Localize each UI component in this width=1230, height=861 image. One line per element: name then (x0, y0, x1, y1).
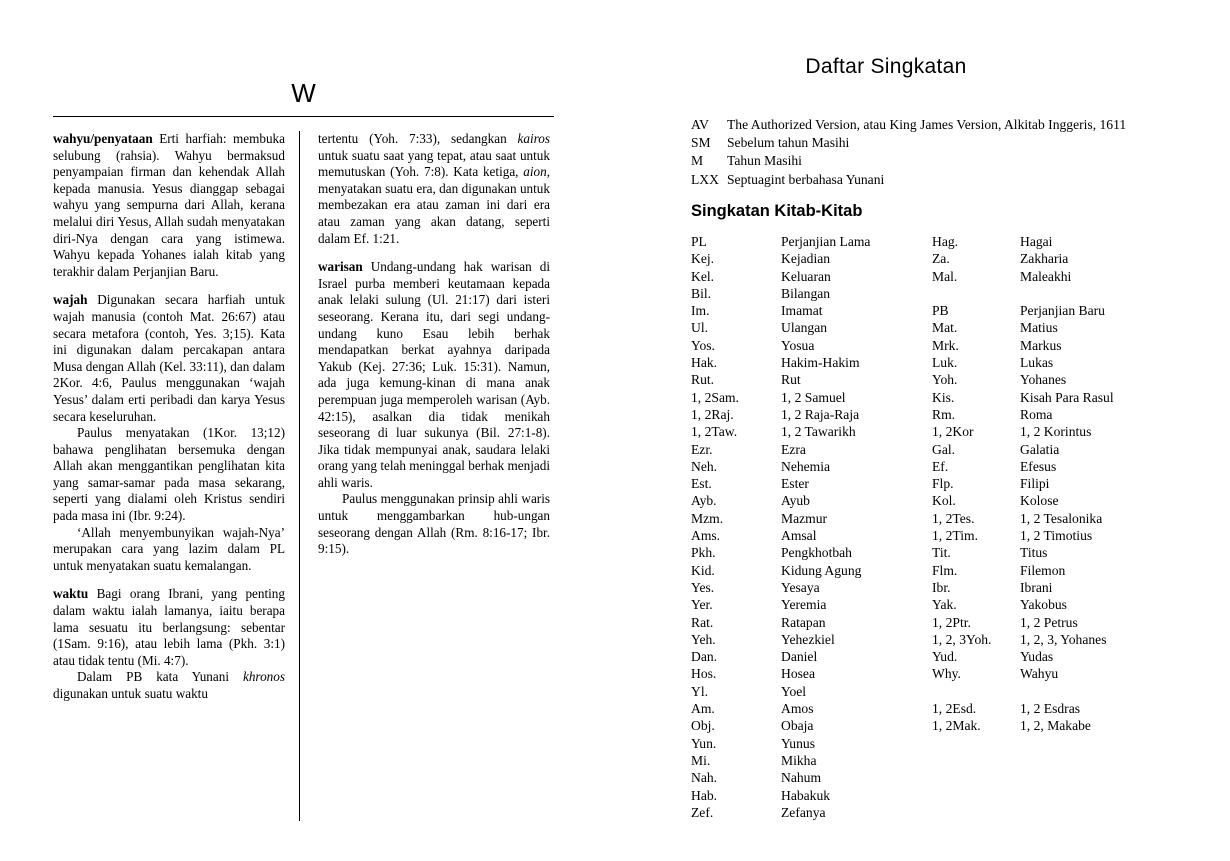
book-name: 1, 2, 3, Yohanes (1020, 631, 1107, 647)
book-name: Hagai (1020, 234, 1053, 249)
book-name: Imamat (781, 303, 823, 319)
abbreviation-row (691, 152, 1211, 170)
books-column-abbr-right (932, 233, 1020, 735)
book-abbr: Yl. (691, 683, 708, 699)
book-name: 1, 2 Petrus (1020, 614, 1078, 630)
book-name: Yudas (1020, 649, 1054, 665)
book-name: Yesaya (781, 579, 820, 595)
abbreviation-row (691, 134, 1211, 152)
column-divider (299, 131, 300, 821)
entry-text: Undang-undang hak warisan di Israel purba memberi keutamaan kepada anak lelaki sulung (Ul. 21:17) dari isteri seseorang. Kerana itu, dari segi undang-undang kuno Esau lebih berhak mendapatkan berkat ayahnya daripada Yakub (Kej. 27:36; Luk. 15:31). Namun, ada juga kemung-kinan di mana anak perempuan juga memperoleh warisan (Ayb. 42:15), asalkan dia tidak menikah seseorang di luar sukunya (Bil. 27:1-8). Jika tidak mempunyai anak, saudara lelaki orang yang telah meninggal berhak menjadi ahli waris. (318, 259, 551, 490)
book-name: Filemon (1020, 562, 1066, 578)
book-name: Markus (1020, 337, 1062, 353)
book-abbr: Am. (691, 701, 715, 717)
book-name: Titus (1020, 545, 1048, 561)
book-abbr: Rut. (691, 372, 715, 388)
book-abbr: Bil. (691, 285, 712, 301)
book-name: Habakuk (781, 787, 831, 803)
abbreviation-code: SM (691, 135, 711, 151)
book-name: Yoel (781, 683, 807, 699)
glossary-entry (318, 259, 550, 558)
book-name: 1, 2 Raja-Raja (781, 406, 860, 422)
entry-body (53, 292, 285, 425)
book-name: Yakobus (1020, 597, 1067, 613)
book-name: Maleakhi (1020, 268, 1072, 284)
book-name: 1, 2 Samuel (781, 389, 846, 405)
glossary-entry-continuation (318, 131, 550, 247)
abbreviation-code: M (691, 153, 704, 169)
abbreviation-description: Sebelum tahun Masihi (727, 135, 850, 151)
book-abbr: Mzm. (691, 510, 724, 526)
entry-body (53, 586, 285, 669)
book-name: Hosea (781, 666, 815, 682)
abbreviation-list (691, 116, 1211, 189)
book-name: Perjanjian Baru (1020, 303, 1105, 319)
book-abbr: Im. (691, 303, 710, 319)
glossary-columns (53, 131, 554, 821)
book-abbr: Flm. (932, 562, 958, 578)
book-abbr: Neh. (691, 458, 718, 474)
book-name: Ezra (781, 441, 806, 457)
glossary-column-right (318, 131, 550, 570)
book-abbr: Rm. (932, 406, 956, 422)
entry-body (53, 131, 285, 280)
books-column-name-right (1020, 233, 1220, 735)
entry-keyword: warisan (318, 259, 363, 275)
book-abbr: Ibr. (932, 579, 951, 595)
right-page (600, 0, 1230, 861)
book-name: Ayub (781, 493, 810, 509)
book-abbr: Kis. (932, 389, 955, 405)
book-abbr: 1, 2Kor (932, 424, 974, 440)
book-name: Yeremia (781, 597, 827, 613)
book-abbr: 1, 2Sam. (691, 389, 739, 405)
book-abbr: Nah. (691, 770, 718, 786)
abbreviation-code: LXX (691, 171, 719, 187)
book-abbr: Mrk. (932, 337, 959, 353)
entry-paragraph: Paulus menggunakan prinsip ahli waris untuk menggambarkan hub-ungan seseorang dengan Allah (Rm. 8:16-17; Ibr. 9:15). (318, 491, 550, 557)
book-abbr: Obj. (691, 718, 715, 734)
book-name: Kisah Para Rasul (1020, 389, 1114, 405)
glossary-column-left (53, 131, 285, 715)
entry-paragraph: ‘Allah menyembunyikan wajah-Nya’ merupakan cara yang lazim dalam PL untuk menyatakan suatu kemalangan. (53, 524, 285, 573)
book-abbr: Yer. (691, 597, 713, 613)
entry-text: tertentu (Yoh. 7:33), sedangkan kairos untuk suatu saat yang tepat, atau saat untuk memutuskan (Yoh. 7:8). Kata ketiga, aion, menyatakan suatu era, dan digunakan untuk membezakan era atau zaman ini dari era atau zaman yang akan datang, seperti dalam Ef. 1:21. (318, 131, 550, 246)
book-abbr: Hag. (932, 234, 959, 249)
book-abbr: Ef. (932, 458, 949, 474)
book-abbr: PL (691, 234, 707, 249)
entry-keyword: wajah (53, 292, 88, 308)
book-name: 1, 2 Timotius (1020, 528, 1093, 544)
book-name: Keluaran (781, 268, 831, 284)
book-name: Amos (781, 701, 814, 717)
entry-paragraph: Dalam PB kata Yunani khronos digunakan untuk suatu waktu (53, 669, 285, 701)
book-abbr: Yoh. (932, 372, 958, 388)
book-abbr: Kid. (691, 562, 715, 578)
book-name: Ulangan (781, 320, 828, 336)
book-abbr: Ayb. (691, 493, 717, 509)
book-name: Zefanya (781, 804, 826, 820)
book-abbr: Tit. (932, 545, 951, 561)
header-divider (53, 116, 554, 117)
book-name: Ibrani (1020, 579, 1053, 595)
book-name: 1, 2 Esdras (1020, 701, 1081, 717)
book-abbr: Luk. (932, 355, 958, 371)
abbreviation-description: The Authorized Version, atau King James Version, Alkitab Inggeris, 1611 (727, 117, 1127, 132)
book-abbr: Mi. (691, 752, 711, 768)
book-name: Filipi (1020, 476, 1050, 492)
book-abbr: Hos. (691, 666, 717, 682)
book-name: Yohanes (1020, 372, 1067, 388)
book-name: Roma (1020, 406, 1053, 422)
book-name: Galatia (1020, 441, 1060, 457)
book-name: Daniel (781, 649, 818, 665)
abbreviation-row (691, 171, 1211, 189)
books-column-name-left (781, 233, 941, 821)
book-name: Ester (781, 476, 809, 492)
page-letter-heading: W (291, 78, 316, 108)
book-abbr: Yes. (691, 579, 715, 595)
book-name: Kolose (1020, 493, 1059, 509)
book-name: Nehemia (781, 458, 831, 474)
book-name: Matius (1020, 320, 1058, 336)
book-name: Nahum (781, 770, 822, 786)
book-name: Rut (781, 372, 801, 388)
books-column-abbr-left (691, 233, 781, 821)
book-name: Kejadian (781, 251, 831, 267)
book-abbr: Yud. (932, 649, 958, 665)
book-abbr: Yeh. (691, 631, 716, 647)
book-abbr: Yos. (691, 337, 715, 353)
book-abbr: 1, 2Taw. (691, 424, 738, 440)
book-name: 1, 2 Tawarikh (781, 424, 856, 440)
entry-body (318, 259, 550, 491)
book-abbr: Mal. (932, 268, 958, 284)
glossary-entry (53, 131, 285, 280)
book-name: Pengkhotbah (781, 545, 852, 561)
book-abbr: Za. (932, 251, 950, 267)
glossary-entry (53, 292, 285, 574)
book-name: Mikha (781, 752, 817, 768)
book-name: 1, 2 Tesalonika (1020, 510, 1103, 526)
book-abbr: Zef. (691, 804, 714, 820)
entry-keyword: waktu (53, 586, 89, 602)
book-abbr: Est. (691, 476, 712, 492)
book-name: Hakim-Hakim (781, 355, 860, 371)
book-abbr: Yak. (932, 597, 957, 613)
book-name: Kidung Agung (781, 562, 862, 578)
abbreviation-code: AV (691, 117, 709, 132)
books-section-heading: Singkatan Kitab-Kitab (691, 202, 863, 220)
book-abbr: Rat. (691, 614, 714, 630)
entry-text: Digunakan secara harfiah untuk wajah manusia (contoh Mat. 26:67) atau secara metafora (contoh, Yes. 3;15). Kata ini digunakan dalam percakapan antara Musa dengan Allah (Kel. 33:11), dan dalam 2Kor. 4:6, Paulus menggunakan ‘wajah Yesus’ dalam erti peribadi dan karya Yesus secara keseluruhan. (53, 292, 285, 424)
book-name: Bilangan (781, 285, 831, 301)
book-abbr: 1, 2Tes. (932, 510, 975, 526)
entry-paragraph: Paulus menyatakan (1Kor. 13;12) bahawa penglihatan bersemuka dengan Allah akan menggantikan penglihatan kita yang samar-samar pada masa sekarang, seperti yang dialami oleh Kristus sendiri pada masa ini (Ibr. 9:24). (53, 425, 285, 524)
book-abbr: Kel. (691, 268, 715, 284)
abbreviation-description: Tahun Masihi (727, 153, 802, 169)
book-abbr: Ezr. (691, 441, 713, 457)
book-name: Lukas (1020, 355, 1054, 371)
page-title: Daftar Singkatan (805, 55, 967, 78)
left-page (0, 0, 600, 861)
book-name: 1, 2, Makabe (1020, 718, 1091, 734)
book-name: 1, 2 Korintus (1020, 424, 1092, 440)
book-abbr: Kej. (691, 251, 715, 267)
book-name: Zakharia (1020, 251, 1069, 267)
book-abbr: 1, 2Tim. (932, 528, 978, 544)
book-abbr: 1, 2, 3Yoh. (932, 631, 992, 647)
book-abbr: Pkh. (691, 545, 716, 561)
book-name: Yunus (781, 735, 815, 751)
book-abbr: Flp. (932, 476, 954, 492)
book-abbr: 1, 2Esd. (932, 701, 977, 717)
entry-text: Erti harfiah: membuka selubung (rahsia). Wahyu bermaksud penyampaian firman dan kehendak Allah kepada manusia. Yesus dianggap sebagai wahyu yang sempurna dari Allah, kerana melalui diri Yesus, Allah sudah menyatakan diri-Nya dengan cara yang istimewa. Wahyu kepada Yohanes ialah kitab yang terakhir dalam Perjanjian Baru. (53, 131, 285, 279)
book-abbr: 1, 2Raj. (691, 406, 734, 422)
book-name: Mazmur (781, 510, 828, 526)
book-name: Yehezkiel (781, 631, 835, 647)
book-abbr: Mat. (932, 320, 958, 336)
abbreviation-row (691, 116, 1211, 134)
book-abbr: Gal. (932, 441, 956, 457)
entry-text: Bagi orang Ibrani, yang penting dalam waktu ialah lamanya, iaitu berapa lama sesuatu itu berlangsung: sebentar (1Sam. 9:16), atau lebih lama (Pkh. 3:1) atau tidak tentu (Mi. 4:7). (53, 586, 285, 668)
book-name: Wahyu (1020, 666, 1059, 682)
book-abbr: Hak. (691, 355, 718, 371)
book-abbr: 1, 2Mak. (932, 718, 981, 734)
book-abbr: Hab. (691, 787, 718, 803)
book-name: Yosua (781, 337, 815, 353)
book-abbr: Ul. (691, 320, 708, 336)
book-abbr: PB (932, 303, 949, 319)
book-abbr: 1, 2Ptr. (932, 614, 971, 630)
book-name: Perjanjian Lama (781, 234, 871, 249)
book-abbr: Yun. (691, 735, 717, 751)
book-abbr: Ams. (691, 528, 721, 544)
book-abbr: Dan. (691, 649, 718, 665)
book-abbr: Kol. (932, 493, 956, 509)
entry-keyword: wahyu/penyataan (53, 131, 153, 146)
glossary-entry (53, 586, 285, 702)
book-name: Amsal (781, 528, 817, 544)
book-name: Efesus (1020, 458, 1057, 474)
book-name: Ratapan (781, 614, 826, 630)
book-abbr: Why. (932, 666, 961, 682)
abbreviation-description: Septuagint berbahasa Yunani (727, 171, 885, 187)
book-name: Obaja (781, 718, 814, 734)
